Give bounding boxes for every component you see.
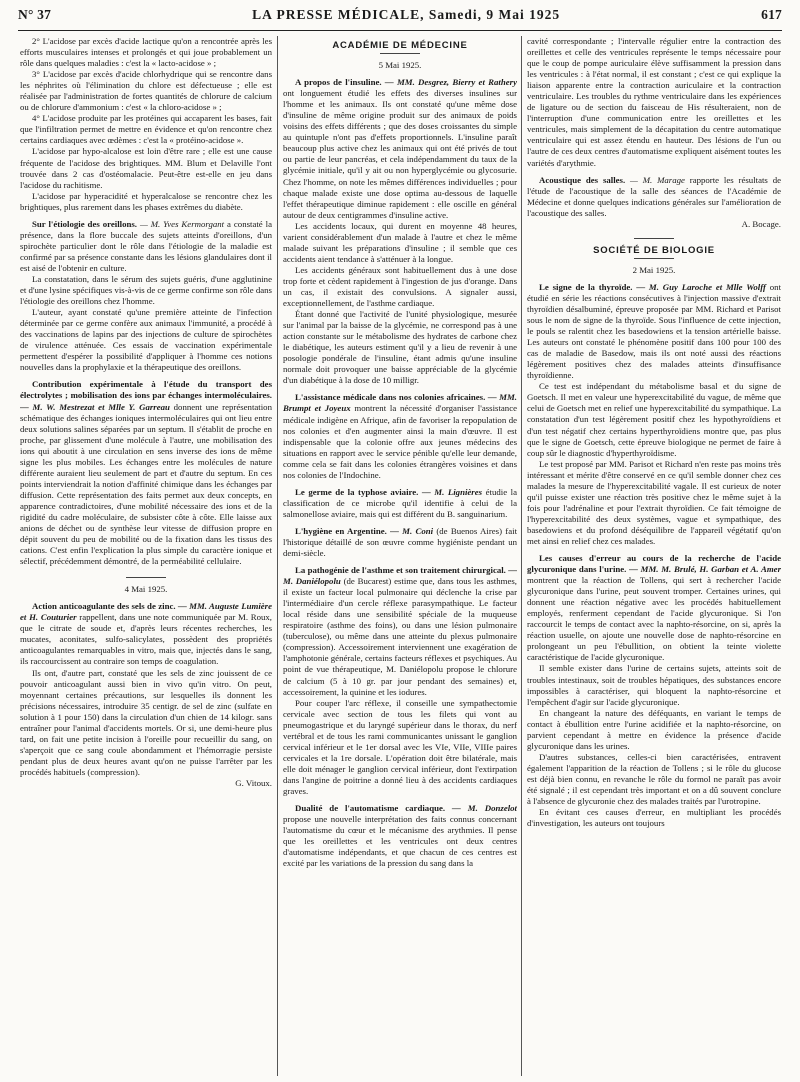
article-author: — MM. Auguste Lumière et H. Couturier bbox=[20, 601, 272, 623]
paragraph: Le test proposé par MM. Parisot et Richard n'en reste pas moins très intéressant et mérite d'être conservé en ce qu'il semble donner chez ces malades la mesure de l'hyperexcitabilité vagale. Il est curieux de noter qu'il puisse exister une réaction très positive chez le même sujet à la fois pour l'adrénaline et pour l'extrait thyroïdien. Ce fait témoigne de l'hyperexcitabilité des deux systèmes, vague et sympathique, des basedowiens et du profond déséquilibre de l'appareil végétatif qu'on met ainsi en relief chez ces malades. bbox=[527, 458, 781, 546]
article-author: — M. Yves Kermorgant bbox=[139, 218, 225, 229]
page-header bbox=[18, 2, 782, 28]
separator bbox=[380, 53, 420, 54]
paragraph: 2° L'acidose par excès d'acide lactique qu'on a rencontrée après les efforts musculaires intenses et prolongés et qui joue probablement un rôle dans quelques maladies : c'est la « lacto-acidose » ; bbox=[20, 36, 272, 69]
column-3 bbox=[527, 36, 781, 1076]
paragraph: cavité correspondante ; l'intervalle régulier entre la contraction des oreillettes et celle des ventricules représente le temps nécessaire pour que le coup de pompe auriculaire élève suffisamment la pression dans les ventricules : à l'état normal, il est constant ; c'est ce qui explique la liaison apparente entre la contraction auriculaire et la contraction ventriculaire. Les troubles du rythme ventriculaire dans les expériences de ligature ou de section du faisceau de His résulteraient, non de l'interruption d'une communication entre les oreillettes et les ventricules, mais simplement de la décapitation du centre automatique ventriculaire qui est assez étendu en hauteur. Des lésions de l'un ou l'autre de ces deux centres d'automatisme expliquent aisément toutes les variétés d'arythmie. bbox=[527, 36, 781, 168]
article-insuline bbox=[283, 77, 517, 221]
article-title: Sur l'étiologie des oreillons. bbox=[32, 218, 138, 229]
header-rule bbox=[18, 30, 782, 31]
separator bbox=[634, 258, 674, 259]
article-title: L'hygiène en Argentine. bbox=[295, 525, 387, 536]
article-typhose bbox=[283, 487, 517, 520]
article-colonies bbox=[283, 392, 517, 480]
paragraph: La constatation, dans le sérum des sujets guéris, d'une agglutinine et d'une lysine spécifiques vis-à-vis de ce germe confirme son rôle dans l'étiologie des oreillons chez l'homme. bbox=[20, 273, 272, 307]
paragraph: (de Bucarest) estime que, dans tous les asthmes, il existe un facteur local pulmonaire qui déclenche la crise par l'intermédiaire d'un cercle réflexe parasympathique. Le facteur local réside dans une sensibilité spéciale de la muqueuse respiratoire (asthme des foins), ou dans une lésion pulmonaire (tuberculose), ou même dans une atteinte du plexus pulmonaire (compression). Accessoirement interviennent une exagération de l'amphotonie générale, certains facteurs réflexes et psychiques. Au point de vue thérapeutique, M. Daniélopolu propose le chlorure de calcium (5 à 10 gr. par jour pendant des semaines) et, accessoirement, la quinine et les iodures. bbox=[283, 576, 517, 697]
paragraph: rappellent, dans une note communiquée par M. Roux, que le citrate de soude et, d'après leurs récentes recherches, les mucates, aconitates, sulfo-salicylates, possèdent des propriétés anticoagulantes remarquables in vitro, mais que, injectés dans le sang, ils raccourcissent au contraire son temps de coagulation. bbox=[20, 612, 272, 667]
article-author: — M. W. Mestrezat et Mlle Y. Garreau bbox=[20, 401, 170, 412]
paragraph: montrent que la réaction de Tollens, qui sert à rechercher l'acide glycuronique dans l'urine, peut souvent tromper. Certaines urines, qui donnent une réaction négative avec les procédés habituellement employés, renferment cependant de l'acide glycuronique. Si l'on raccourcit le temps de contact avec la naphto-résorcine, on si, après la réaction usuelle, on ajoute une nouvelle dose de naphto-résorcine en prolongeant un peu l'ébullition, on obtient la teinte violette caractéristique de l'acide glycuronique. bbox=[527, 575, 781, 663]
article-author: — M. Daniélopolu bbox=[283, 565, 517, 587]
paragraph: a constaté la présence, dans la flore buccale des sujets atteints d'oreillons, d'un spirochète particulier dont le rôle dans l'étiologie de la maladie est confirmé par sa présence constante dans les lésions glandulaires dont il est aisé de l'obtenir en culture. bbox=[20, 218, 272, 273]
journal-title: LA PRESSE MÉDICALE, Samedi, 9 Mai 1925 bbox=[252, 7, 561, 22]
paragraph: ont longuement étudié les effets des diverses insulines sur l'homme et les animaux. Ils ont constaté qu'une même dose d'insuline de même origine produit sur des animaux de poids voisins des effets différents ; que des doses croissantes du simple au quintuple n'ont pas d'effets proportionnels. L'insuline paraît beaucoup plus active chez les animaux qui ont été privés de tout ou partie de leur pancréas, et cela indépendamment du taux de la glycémie initiale, qu'il y ait ou non hyperglycémie ou glycosurie. Chez l'homme, on note les mêmes différences individuelles ; pour chaque malade existe une dose optima au-dessous de laquelle l'effet thérapeutique diminue rapidement : elle oscille en général autour de deux centigrammes d'insuline active. bbox=[283, 88, 517, 220]
signature: A. Bocage. bbox=[741, 218, 781, 229]
article-author: — MM. M. Brulé, H. Garban et A. Amer bbox=[629, 564, 781, 575]
paragraph: En changeant la nature des déféquants, en variant le temps de contact à ébullition entre l'urine acidifiée et la naphto-résorcine, on parvient cependant à mettre en évidence la présence d'acide glycuronique dans les urines. bbox=[527, 707, 781, 751]
column-1 bbox=[20, 36, 272, 1076]
session-date: 4 Mai 1925. bbox=[124, 584, 168, 595]
separator bbox=[634, 238, 674, 239]
paragraph: En évitant ces causes d'erreur, en multipliant les procédés d'investigation, les auteurs ont toujours bbox=[527, 807, 781, 829]
paragraph: Étant donné que l'activité de l'unité physiologique, mesurée sur l'animal par la baisse de la glycémie, ne correspond pas à une action constante sur le métabolisme des hydrates de carbone chez le diabétique, les auteurs estiment qu'il y a lieu de revenir à une posologie pondérale de l'insuline, étant admis qu'une insuline normale doit provoquer une baisse appréciable de la glycémie d'un diabétique à la dose de 10 milligr. bbox=[283, 309, 517, 386]
article-title: Action anticoagulante des sels de zinc. bbox=[32, 601, 176, 612]
article-author: — MM. Desgrez, Bierry et Rathery bbox=[384, 77, 517, 88]
signature: G. Vitoux. bbox=[235, 778, 272, 788]
section-title: SOCIÉTÉ DE BIOLOGIE bbox=[593, 244, 715, 256]
column-divider bbox=[521, 36, 522, 1076]
paragraph: L'acidose par hyperacidité et hyperalcalose se rencontre chez les brightiques, plus rarement dans les phases extrêmes du diabète. bbox=[20, 190, 272, 212]
article-author: — MM. Brumpt et Joyeux bbox=[283, 392, 517, 414]
article-author: — M. Marage bbox=[630, 174, 685, 185]
article-title: Acoustique des salles. bbox=[539, 174, 626, 185]
article-title: Contribution expérimentale à l'étude du transport des électrolytes ; mobilisation des ions par échanges intermoléculaires. bbox=[20, 379, 272, 401]
paragraph: Les accidents locaux, qui durent en moyenne 48 heures, varient considérablement d'un malade à l'autre et chez le même malade suivant les préparations d'insuline ; il semble que ces accidents aient tendance à s'atténuer à la longue. bbox=[283, 220, 517, 264]
paragraph: Les accidents généraux sont habituellement dus à une dose trop forte et cèdent rapidement à l'ingestion de jus d'orange. Dans un cas, il existait des convulsions. A signaler aussi, exceptionnellement, de l'asthme cardiaque. bbox=[283, 264, 517, 309]
paragraph: Il semble exister dans l'urine de certains sujets, atteints soit de troubles intestinaux, soit de troubles hépatiques, des substances encore impossibles à caractériser, qui bloquent la naphto-résorcine et l'empêchent d'agir sur l'acide glycuronique. bbox=[527, 663, 781, 707]
paragraph: étudie la classification de ce microbe qu'il identifie à celui de la salmonellose aviaire, mais qui est différent du B. sanguinarium. bbox=[283, 486, 517, 519]
article-author: — M. Lignières bbox=[421, 486, 483, 497]
article-automatisme bbox=[283, 803, 517, 869]
article-title: Le germe de la typhose aviaire. bbox=[295, 486, 419, 497]
issue-number: N° 37 bbox=[18, 7, 52, 22]
paragraph: D'autres substances, celles-ci bien caractérisées, entravent également l'apparition de la réaction de Tollens ; si le rôle du glucose est déjà bien connu, en revanche le rôle du formol ne paraît pas avoir été signalé ; il est cependant très important et on a dû souvent conclure à l'absence de glycuronie chez des malades traités par l'urotropine. bbox=[527, 751, 781, 807]
session-date: 2 Mai 1925. bbox=[632, 264, 676, 275]
paragraph: montrent la nécessité d'organiser l'assistance médicale indigène en Afrique, afin de favoriser la repopulation de nos colonies et d'en augmenter ainsi la main d'œuvre. Il est indispensable que la colonie offre aux jeunes médecins des situations en rapport avec le service pénible qu'elle leur demande, comme cela se fait dans les colonies étrangères voisines et dans nos colonies de l'Indochine. bbox=[283, 403, 517, 480]
paragraph: (de Buenos Aires) fait l'historique détaillé de son œuvre comme hygiéniste pendant un demi-siècle. bbox=[283, 525, 517, 559]
paragraph: 4° L'acidose produite par les protéines qui accaparent les bases, fait que l'infiltration permet de mettre en évidence et qu'on rencontre chez certains cardiaques avec œdèmes : c'est la « protéino-acidose ». bbox=[20, 113, 272, 146]
article-title: L'assistance médicale dans nos colonies africaines. bbox=[295, 392, 486, 403]
article-author: — M. Donzelot bbox=[452, 803, 517, 814]
paragraph: 3° L'acidose par excès d'acide chlorhydrique qui se rencontre dans les néphrites où l'élimination du chlore est défectueuse ; elle est réalisée par l'administration de fortes quantités de chlorure de calcium ou de chlorure d'ammonium : c'est « la chloro-acidose » ; bbox=[20, 69, 272, 113]
section-title: ACADÉMIE DE MÉDECINE bbox=[332, 40, 468, 51]
session-date: 5 Mai 1925. bbox=[378, 60, 422, 71]
article-acoustique bbox=[527, 175, 781, 219]
article-author: — M. Guy Laroche et Mlle Wolff bbox=[636, 281, 766, 292]
article-electrolytes bbox=[20, 379, 272, 567]
page-number: 617 bbox=[761, 7, 782, 22]
article-title: Les causes d'erreur au cours de la recherche de l'acide glycuronique dans l'urine. bbox=[527, 553, 781, 575]
paragraph: Ils ont, d'autre part, constaté que les sels de zinc jouissent de ce pouvoir anticoagulant aussi bien in vivo qu'in vitro. On peut, moyennant certaines précautions, sur lesquelles ils donnent les précisions nécessaires, introduire 35 centigr. de sel de zinc (sulfate en solution à 1 pour 150) dans la circulation d'un chien de 14 kilogr. sans entraîner pour l'animal d'accidents mortels. Or si, une demi-heure plus tard, on fait une petite incision à l'oreille pour recueillir du sang, on s'aperçoit que ce sang coule abondamment et l'hémorragie persiste pendant plus de deux heures avant qu'on ne puisse l'arrêter par les procédés habituels (compression). bbox=[20, 667, 272, 777]
article-thyroide bbox=[527, 282, 781, 381]
column-2 bbox=[283, 36, 517, 1076]
article-asthme bbox=[283, 565, 517, 698]
paragraph: Ce test est indépendant du métabolisme basal et du signe de Goetsch. Il met en valeur une hyperexcitabilité du vague, de même que celui de Goetsch met en relief une hyperexcitabilité du sympathique. La constatation d'un test légèrement positif chez les hypothyroïdiens et d'un test négatif chez certains hyperthyroïdiens montre que, pas plus que le signe de Goetsch, cette épreuve biologique ne permet de faire à coup sûr le diagnostic d'hyperthyroïdisme. bbox=[527, 381, 781, 458]
column-divider bbox=[277, 36, 278, 1076]
paragraph: Pour couper l'arc réflexe, il conseille une sympathectomie cervicale avec section de tous les filets qui vont au pneumogastrique et du laryngé supérieur dans le thorax, du nerf vertébral et de tous les rami communicantes unissant le ganglion cervical inférieur et le 1er dorsal avec les VIe, VIIe, VIIIe paires cervicales et la 1re dorsale. L'opération doit être bilatérale, mais elle doit ménager le ganglion cervical inférieur, dont l'extirpation dans l'angine de poitrine a donné lieu à des accidents cardiaques graves. bbox=[283, 697, 517, 796]
paragraph: donnent une représentation schématique des échanges ioniques intermoléculaires qui ont lieu entre deux solutions salines séparées par un septum. Il s'établit de proche en proche, par glissement d'une molécule à l'autre, une mobilisation des ions qui aboutit à une circulation en sens inverse des ions de même signe les plus mobiles. Les échanges entre les molécules de nature différente auraient lieu seulement de part et d'autre du septum. En ces points interviendrait la notion d'affinité chimique dans les échanges par diffusion. Cette représentation des faits permet aux deux concepts, en apparence contradictoires, d'une mobilité nécessaire des ions et de la rigidité du cadre moléculaire, de subsister côte à côte. Elle laisse aux anions de déchet ou de synthèse leur vitesse de diffusion propre en dépit souvent du peu de mobilité ou de la fixation dans les tissus des cations. C'est enfin l'explication la plus simple du caractère bbox=[20, 401, 272, 556]
paragraph: ionique et sélectif, précédemment démontré, de la perméabilité cellulaire. bbox=[20, 545, 272, 567]
paragraph: L'auteur, ayant constaté qu'une première atteinte de l'infection déterminée par ce germe confère aux animaux l'immunité, a procédé à des vaccinations de lapins par des injections de culture de spirochètes de virulence atténuée. Ces essais de vaccination expérimentale permettent d'espérer la possibilité d'appliquer à l'homme ces notions nouvelles dans la prophylaxie et la thérapeutique des oreillons. bbox=[20, 307, 272, 373]
article-title: Le signe de la thyroïde. bbox=[539, 281, 633, 292]
paragraph: rapporte les résultats de l'étude de l'acoustique de la salle des séances de l'Académie de Médecine et donne quelques indications générales sur l'amélioration de l'acoustique des salles. bbox=[527, 174, 781, 218]
paragraph: propose une nouvelle interprétation des faits connus concernant l'automatisme du cœur et le mécanisme des arythmies. Il pense que les oreillettes et les ventricules ont deux centres d'automatisme indépendants, et que chacun de ces centres est excité par les variations de la pression du sang dans la bbox=[283, 814, 517, 869]
article-title: Dualité de l'automatisme cardiaque. bbox=[295, 803, 446, 814]
article-author: — M. Coni bbox=[390, 525, 434, 536]
article-oreillons bbox=[20, 219, 272, 274]
paragraph: ont étudié en série les réactions consécutives à l'injection massive d'extrait thyroïdien désalbuminé, épreuve proposée par MM. Richard et Parisot sous le nom de signe de la thyroïde. Sous l'influence de cette injection, le pouls se ralentit chez les basedowiens et la tension artérielle baisse. Les auteurs ont constaté le phénomène positif dans 100 pour 100 des cas de maladie de Basedow, mais ils ont noté aussi des réactions légèrement positives chez des malades atteints d'insuffisance thyroïdienne. bbox=[527, 281, 781, 381]
article-glycuronique bbox=[527, 553, 781, 663]
article-title: A propos de l'insuline. bbox=[295, 77, 382, 88]
article-argentine bbox=[283, 526, 517, 559]
paragraph: L'acidose par hypo-alcalose est loin d'être rare ; elle est une cause fréquente de l'acidose des brightiques. MM. Blum et Delaville l'ont trouvée dans 2 cas d'ostéomalacie. Peut-être est-elle en jeu dans l'acidose du rachitisme. bbox=[20, 146, 272, 190]
article-title: La pathogénie de l'asthme et son traitement chirurgical. bbox=[295, 565, 506, 576]
separator bbox=[126, 577, 166, 578]
article-zinc bbox=[20, 601, 272, 667]
